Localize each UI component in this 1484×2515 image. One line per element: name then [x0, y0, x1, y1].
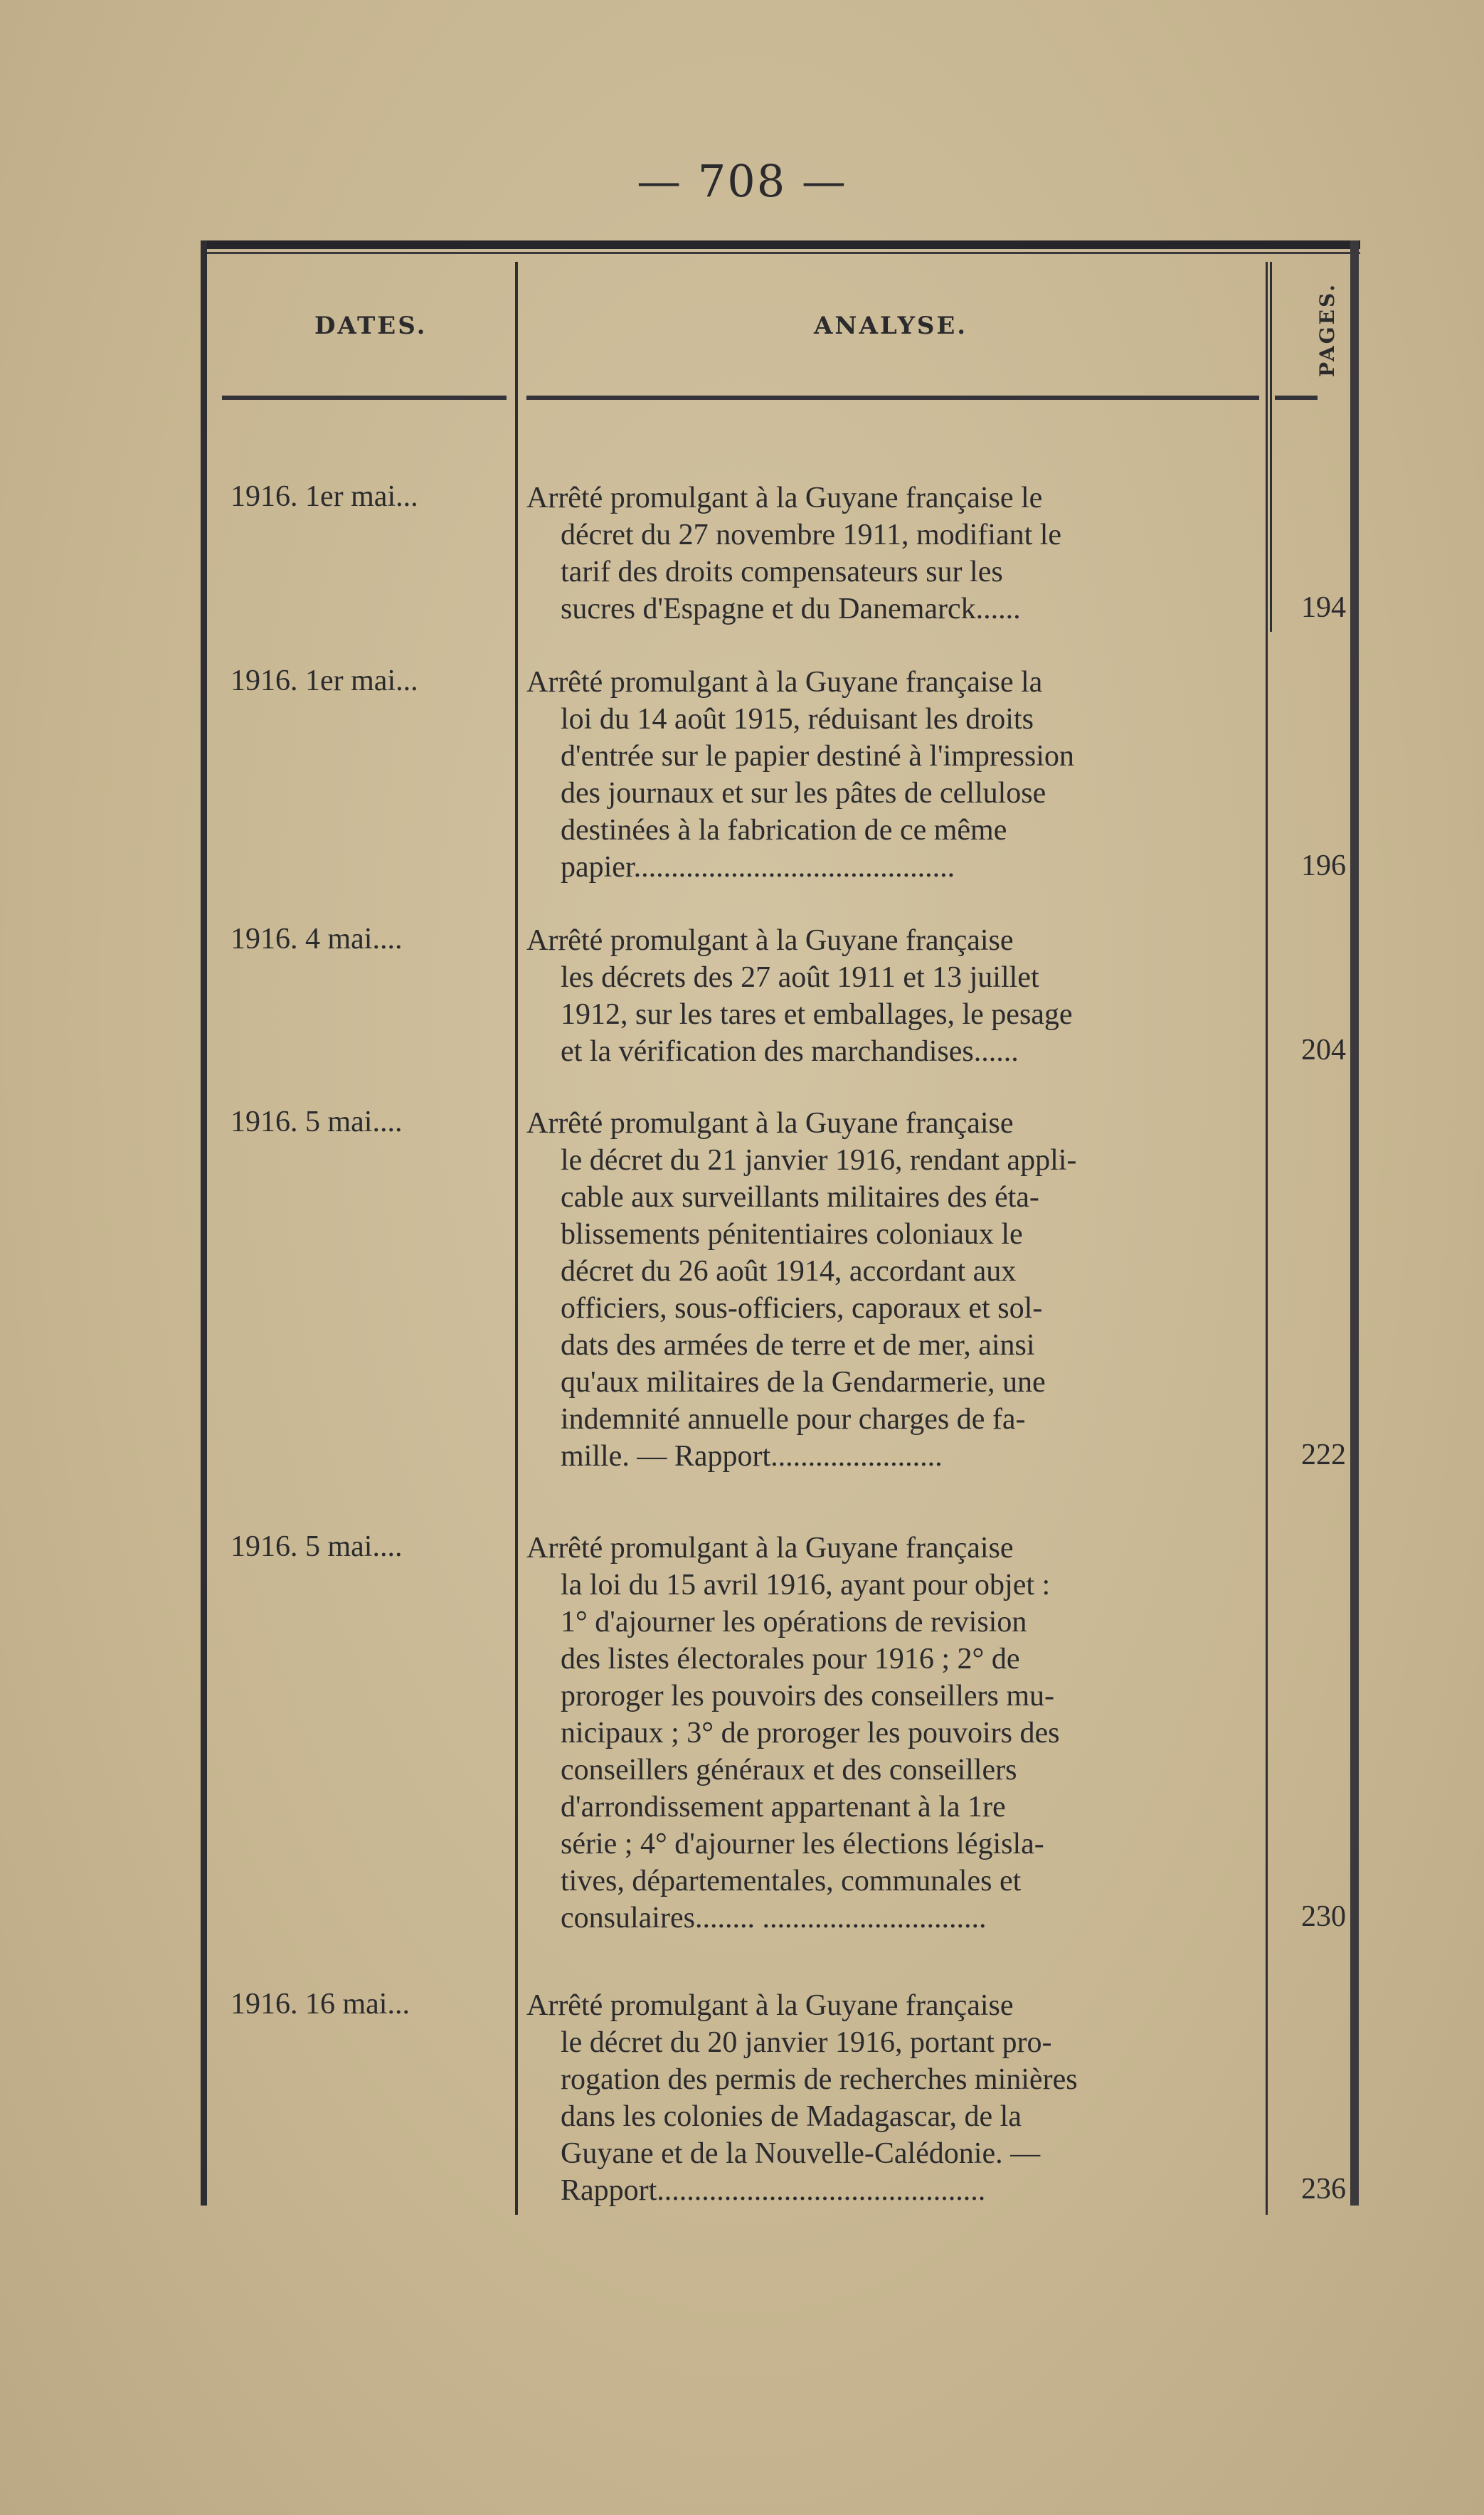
- analysis-line: nicipaux ; 3° de proroger les pouvoirs des: [561, 1717, 1060, 1749]
- analysis-line: le décret du 21 janvier 1916, rendant appli-: [561, 1144, 1077, 1177]
- analysis-line: sucres d'Espagne et du Danemarck......: [561, 593, 1021, 625]
- analysis-line: dats des armées de terre et de mer, ainsi: [561, 1329, 1035, 1362]
- entry-analysis: [526, 480, 1259, 628]
- left-border: [201, 240, 207, 2206]
- analysis-line: Arrêté promulgant à la Guyane française: [526, 924, 1014, 957]
- entry-analysis: [526, 922, 1259, 1070]
- analysis-line: cable aux surveillants militaires des éta-: [561, 1181, 1039, 1214]
- analysis-line: 1912, sur les tares et emballages, le pesage: [561, 998, 1073, 1031]
- top-rule: [201, 240, 1360, 249]
- entry-analysis: [526, 1530, 1259, 1937]
- analysis-line: d'arrondissement appartenant à la 1re: [561, 1791, 1006, 1823]
- analysis-line: Arrêté promulgant à la Guyane française: [526, 1989, 1014, 2022]
- analysis-line: mille. — Rapport.......................: [561, 1440, 943, 1473]
- entry-analysis: [526, 1105, 1259, 1475]
- analysis-line: qu'aux militaires de la Gendarmerie, une: [561, 1366, 1046, 1399]
- header-rule-dates: [222, 396, 507, 400]
- analysis-line: décret du 26 août 1914, accordant aux: [561, 1255, 1017, 1288]
- entry-page: 236: [1301, 2173, 1346, 2206]
- analysis-line: destinées à la fabrication de ce même: [561, 814, 1007, 847]
- entry-analysis: [526, 664, 1259, 886]
- header-pages-label: PAGES.: [1315, 282, 1339, 377]
- index-table: [201, 240, 1360, 2206]
- analysis-line: consulaires........ ..............................: [561, 1902, 987, 1934]
- analysis-line: officiers, sous-officiers, caporaux et sol-: [561, 1292, 1043, 1325]
- entry-date: 1916. 4 mai....: [230, 923, 403, 955]
- header-pages: [1305, 283, 1348, 376]
- analysis-line: série ; 4° d'ajourner les élections législa-: [561, 1828, 1044, 1860]
- analysis-line: d'entrée sur le papier destiné à l'impression: [561, 740, 1074, 773]
- divider-pages-edge: [1270, 262, 1272, 632]
- analysis-line: papier...........................................: [561, 851, 955, 884]
- entry-page: 230: [1301, 1900, 1346, 1933]
- analysis-line: conseillers généraux et des conseillers: [561, 1754, 1017, 1786]
- analysis-line: indemnité annuelle pour charges de fa-: [561, 1403, 1026, 1436]
- analysis-line: la loi du 15 avril 1916, ayant pour objet :: [561, 1569, 1051, 1601]
- analysis-line: Arrêté promulgant à la Guyane française: [526, 1532, 1014, 1564]
- right-border: [1350, 240, 1359, 2206]
- analysis-line: les décrets des 27 août 1911 et 13 juillet: [561, 961, 1039, 994]
- analysis-line: tives, départementales, communales et: [561, 1865, 1022, 1897]
- analysis-line: décret du 27 novembre 1911, modifiant le: [561, 519, 1062, 551]
- header-rule-pages: [1275, 396, 1318, 400]
- entry-page: 194: [1301, 591, 1346, 624]
- analysis-line: des listes électorales pour 1916 ; 2° de: [561, 1643, 1020, 1675]
- analysis-line: rogation des permis de recherches minières: [561, 2063, 1078, 2096]
- top-rule-thin: [201, 252, 1360, 254]
- analysis-line: et la vérification des marchandises......: [561, 1035, 1019, 1068]
- entry-page: 196: [1301, 849, 1346, 882]
- analysis-line: Guyane et de la Nouvelle-Calédonie. —: [561, 2137, 1041, 2170]
- analysis-line: dans les colonies de Madagascar, de la: [561, 2100, 1022, 2133]
- entry-page: 204: [1301, 1034, 1346, 1066]
- entry-analysis: [526, 1987, 1259, 2209]
- entry-page: 222: [1301, 1439, 1346, 1471]
- header-rule-analyse: [526, 396, 1259, 400]
- page-number: — 708 —: [637, 155, 847, 207]
- divider-dates-analysis: [515, 262, 518, 2215]
- analysis-line: des journaux et sur les pâtes de cellulose: [561, 777, 1046, 810]
- analysis-line: le décret du 20 janvier 1916, portant pro-: [561, 2026, 1052, 2059]
- analysis-line: blissements pénitentiaires coloniaux le: [561, 1218, 1023, 1251]
- header-dates: DATES.: [314, 312, 428, 340]
- divider-analysis-pages: [1266, 262, 1268, 2215]
- entry-date: 1916. 5 mai....: [230, 1106, 403, 1138]
- analysis-line: Arrêté promulgant à la Guyane française: [526, 1107, 1014, 1140]
- entry-date: 1916. 16 mai...: [230, 1988, 410, 2021]
- analysis-line: Rapport............................................: [561, 2174, 986, 2207]
- header-analyse: ANALYSE.: [814, 312, 968, 340]
- analysis-line: Arrêté promulgant à la Guyane française le: [526, 482, 1043, 514]
- analysis-line: 1° d'ajourner les opérations de revision: [561, 1606, 1027, 1638]
- analysis-line: Arrêté promulgant à la Guyane française la: [526, 666, 1043, 699]
- entry-date: 1916. 1er mai...: [230, 665, 418, 697]
- analysis-line: tarif des droits compensateurs sur les: [561, 556, 1003, 588]
- analysis-line: proroger les pouvoirs des conseillers mu-: [561, 1680, 1055, 1712]
- entry-date: 1916. 1er mai...: [230, 480, 418, 513]
- analysis-line: loi du 14 août 1915, réduisant les droits: [561, 703, 1034, 736]
- entry-date: 1916. 5 mai....: [230, 1530, 403, 1563]
